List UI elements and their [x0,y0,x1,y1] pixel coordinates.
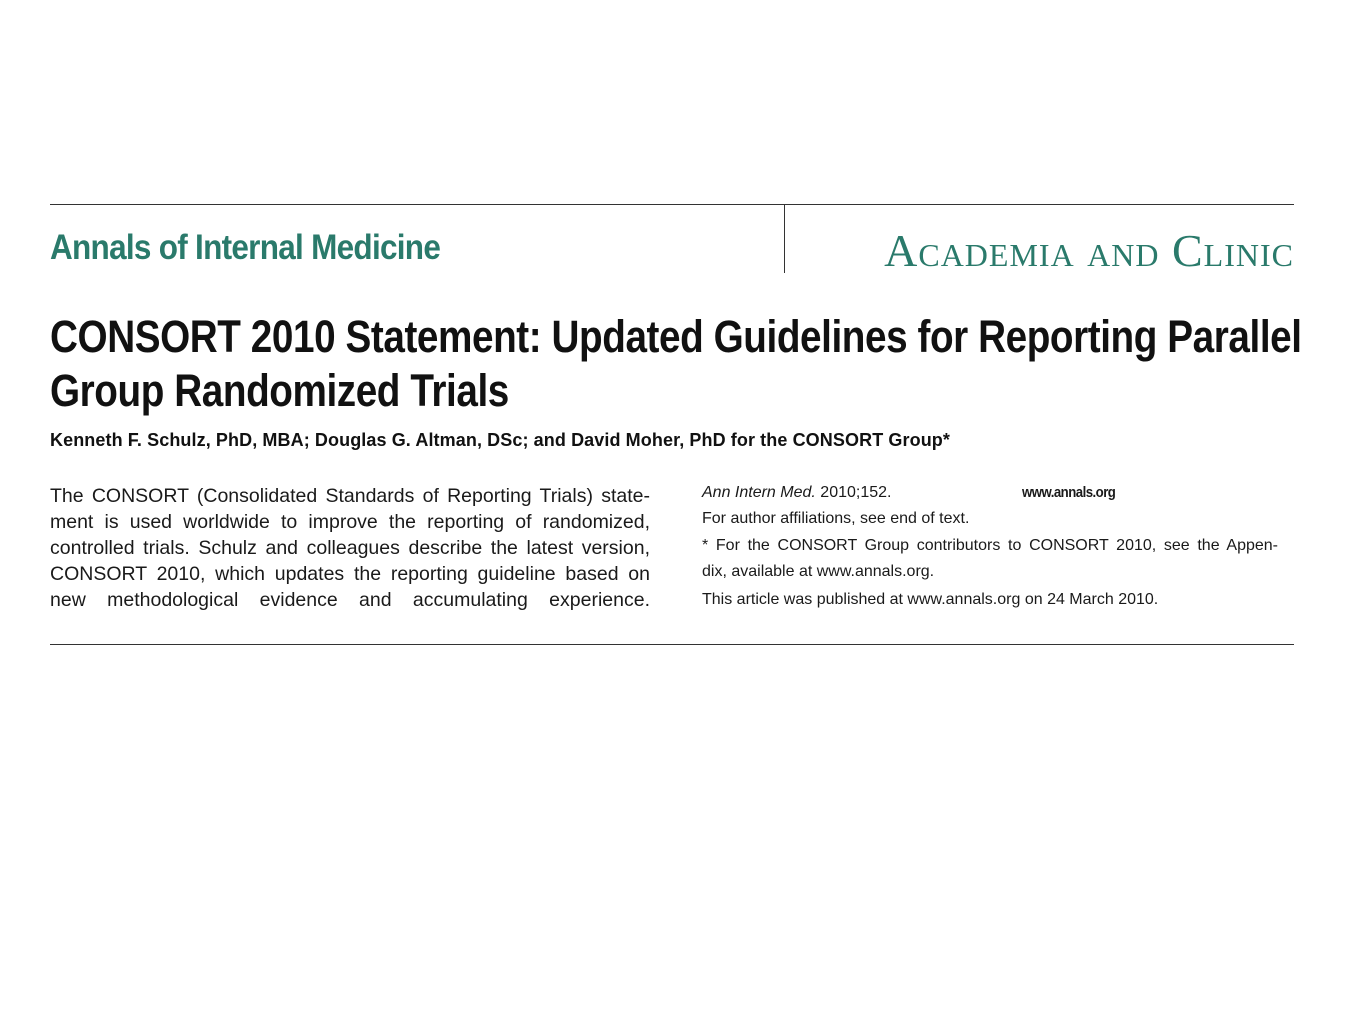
abstract-line: ment is used worldwide to improve the reporting of randomized, [50,511,650,533]
contributors-note-line: dix, available at www.annals.org. [702,563,935,580]
abstract [50,483,650,613]
abstract-line: controlled trials. Schulz and colleagues describe the latest version, [50,537,650,559]
header-top-rule [50,204,1294,205]
citation-volume: 2010;152. [815,484,892,501]
section-name: Academia and Clinic [884,225,1294,276]
journal-website-link[interactable]: www.annals.org [1022,484,1116,501]
abstract-line: CONSORT 2010, which updates the reporting guideline based on [50,563,650,585]
affiliations-note: For author affiliations, see end of text. [702,510,970,527]
article-title-line: Group Randomized Trials [50,365,509,416]
article-title-line: CONSORT 2010 Statement: Updated Guidelines for Reporting Parallel [50,311,1302,362]
journal-name: Annals of Internal Medicine [50,228,441,267]
citation-journal: Ann Intern Med. [702,484,816,501]
abstract-line: The CONSORT (Consolidated Standards of Reporting Trials) state- [50,485,650,507]
contributors-note-line: * For the CONSORT Group contributors to CONSORT 2010, see the Appen- [702,537,1278,554]
header-bottom-rule [50,644,1294,645]
publication-note: This article was published at www.annals.org on 24 March 2010. [702,591,1159,608]
abstract-line: new methodological evidence and accumulating experience. [50,589,650,611]
citation [702,484,891,502]
article-title [50,310,1302,418]
header-divider [784,205,785,273]
author-list: Kenneth F. Schulz, PhD, MBA; Douglas G. Altman, DSc; and David Moher, PhD for the CONSORT Group* [50,430,950,450]
